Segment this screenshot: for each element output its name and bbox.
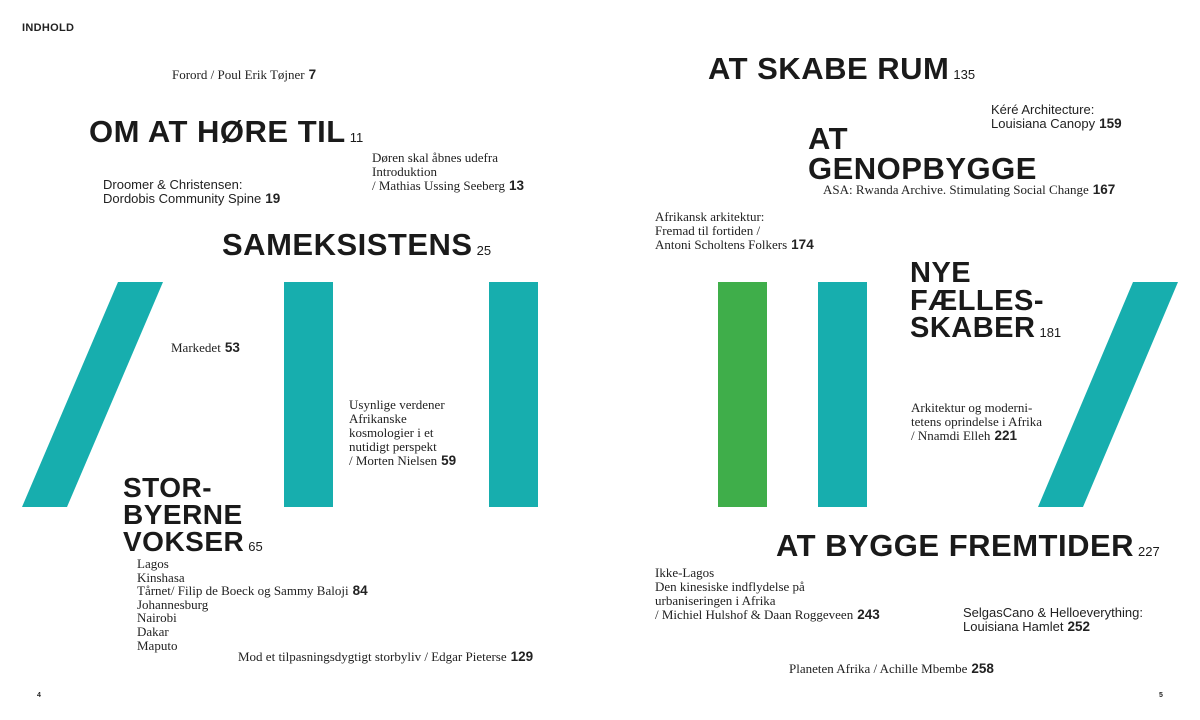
entry-line: Johannesburg [137, 596, 209, 612]
heading-line: NYE [910, 257, 972, 289]
teal-bar-right [818, 282, 867, 507]
toc-entry-cities [137, 557, 368, 652]
entry-line: Tårnet/ Filip de Boeck og Sammy Baloji [137, 583, 349, 599]
page-number: 53 [224, 340, 240, 355]
teal-bar-left-1 [284, 282, 333, 507]
teal-bar-left-2 [489, 282, 538, 507]
entry-line: SelgasCano & Helloeverything: [963, 605, 1143, 620]
toc-entry-selgas [963, 606, 1143, 634]
toc-entry-arkitektur [911, 401, 1042, 443]
heading-text: AT SKABE RUM [708, 51, 950, 86]
entry-line: / Mathias Ussing Seeberg [372, 178, 505, 193]
entry-line: Lagos [137, 556, 169, 571]
entry-text: Mod et tilpasningsdygtigt storbyliv / Edgar Pieterse [238, 649, 507, 664]
entry-line: Den kinesiske indflydelse på [655, 579, 805, 594]
page-number: 258 [971, 661, 994, 676]
entry-line: / Michiel Hulshof & Daan Roggeveen [655, 607, 854, 622]
section-heading-at-bygge-fremtider [776, 528, 1160, 563]
toc-entry-doren [372, 151, 524, 193]
heading-line: STOR- [123, 472, 213, 503]
page-number: 84 [352, 583, 368, 599]
toc-entry-planeten [789, 662, 994, 676]
entry-line: Kéré Architecture: [991, 102, 1095, 117]
entry-line: Maputo [137, 637, 178, 653]
heading-line: VOKSER [123, 526, 245, 557]
entry-line: Droomer & Christensen: [103, 177, 243, 192]
toc-entry-ikke-lagos [655, 566, 880, 622]
toc-entry-asa [823, 183, 1115, 197]
page-label: INDHOLD [22, 22, 75, 34]
section-heading-nye-faellesskaber [910, 257, 1062, 347]
page-number: 65 [248, 539, 263, 554]
entry-line: Nairobi [137, 610, 177, 626]
entry-line: / Nnamdi Elleh [911, 428, 991, 443]
page-number: 7 [308, 67, 317, 82]
section-heading-storbyerne-vokser [123, 474, 263, 560]
entry-text: Markedet [171, 340, 221, 355]
entry-line: Louisiana Canopy [991, 116, 1096, 131]
heading-text: AT BYGGE FREMTIDER [776, 528, 1135, 563]
toc-entry-usynlige [349, 398, 456, 468]
entry-line: Dordobis Community Spine [103, 191, 262, 206]
page-number: 13 [509, 178, 525, 193]
entry-line: Arkitektur og moderni- [911, 400, 1033, 415]
heading-line: GENOPBYGGE [808, 151, 1037, 186]
entry-line: / Morten Nielsen [349, 453, 438, 468]
heading-line: FÆLLES- [910, 284, 1044, 317]
section-heading-sameksistens [222, 227, 492, 262]
entry-line: Kinshasa [137, 569, 185, 585]
heading-line: SKABER [910, 312, 1036, 344]
page-number: 252 [1067, 619, 1090, 634]
heading-text: OM AT HØRE TIL [89, 114, 346, 149]
entry-line: urbaniseringen i Afrika [655, 593, 776, 608]
page-number: 159 [1099, 116, 1122, 131]
page-number: 129 [510, 649, 534, 664]
toc-entry-mod [238, 650, 533, 664]
page-number: 25 [476, 243, 492, 258]
heading-line: AT [808, 121, 849, 156]
entry-line: Antoni Scholtens Folkers [655, 237, 788, 252]
entry-line: Fremad til fortiden / [655, 223, 761, 238]
page-number: 167 [1092, 182, 1116, 197]
entry-line: kosmologier i et [349, 425, 434, 440]
entry-line: Ikke-Lagos [655, 565, 715, 580]
section-heading-at-skabe-rum [708, 51, 976, 86]
entry-line: Louisiana Hamlet [963, 619, 1064, 634]
entry-line: Dakar [137, 623, 169, 639]
entry-text: Forord / Poul Erik Tøjner [172, 67, 305, 82]
entry-line: tetens oprindelse i Afrika [911, 414, 1043, 429]
toc-entry-droomer [103, 178, 280, 206]
entry-text: ASA: Rwanda Archive. Stimulating Social Change [823, 182, 1089, 197]
entry-line: Afrikansk arkitektur: [655, 209, 765, 224]
entry-line: Afrikanske [349, 411, 407, 426]
page-number: 11 [349, 130, 364, 145]
page-number: 243 [857, 607, 880, 622]
section-heading-om-at-hore-til [89, 114, 364, 149]
page-number: 19 [265, 191, 281, 206]
section-heading-at-genopbygge [808, 121, 1037, 186]
page-number-left: 4 [37, 692, 41, 699]
entry-line: Introduktion [372, 164, 437, 179]
page-number: 174 [791, 237, 814, 252]
page-number: 181 [1039, 325, 1062, 340]
heading-line: BYERNE [123, 499, 243, 530]
page-number-right: 5 [1159, 692, 1163, 699]
page-number: 59 [441, 453, 457, 468]
entry-text: Planeten Afrika / Achille Mbembe [789, 661, 968, 676]
toc-entry-markedet [171, 341, 240, 355]
toc-entry-afrikansk [655, 210, 814, 252]
page-number: 227 [1138, 544, 1160, 559]
entry-line: Usynlige verdener [349, 397, 445, 412]
heading-text: SAMEKSISTENS [222, 227, 473, 262]
green-bar-right [718, 282, 767, 507]
toc-entry-forord [172, 68, 316, 82]
entry-line: Døren skal åbnes udefra [372, 150, 498, 165]
page-number: 221 [994, 428, 1017, 443]
entry-line: nutidigt perspekt [349, 439, 437, 454]
page-number: 135 [953, 67, 976, 82]
